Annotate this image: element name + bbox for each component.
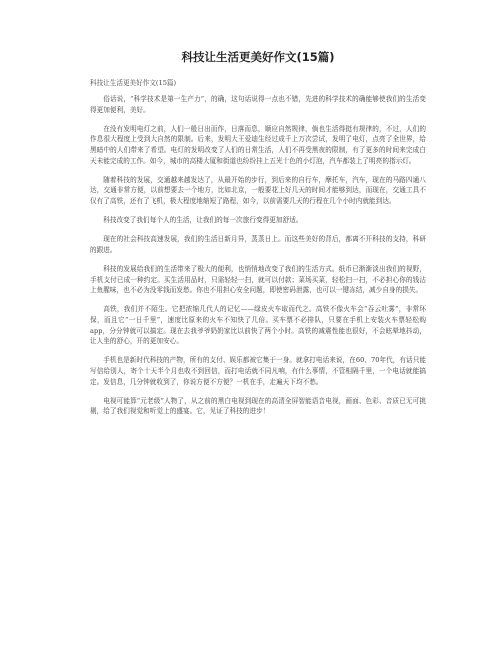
paragraph-8: 手机也是新时代科技的产物，所有的支付、娱乐都被它集于一身。就拿打电话来说，在60、70年代，有话只能写信给别人，寄个十天半个月也收不到回信，而打电话就不同凡响，有什么事情，不管相隔千里，一个电话就能搞定。发信息，几分钟就收到了，你说方便不方便？一机在手，走遍天下均不愁。 — [90, 356, 426, 386]
document-subtitle: 科技让生活更美好作文(15篇) — [90, 79, 177, 87]
paragraph-7: 高铁，我们并不陌生。它把浓缩几代人的记忆——绿皮火车取而代之。高铁不像火车会“吞云吐雾”，非常环保，而且它“一日千里”，速度比原来的火车不知快了几倍。买车票不必排队，只要在手机上安装火车票轻松购app，分分钟就可以搞定。现在去我爷爷奶奶家比以前快了两个小时。高铁的减震性能也很好，不会眩晕地抖动，让人坐的舒心，开的更加安心。 — [90, 305, 426, 346]
paragraph-4: 科技改变了我们每个人的生活，让我们的每一次旅行变得更加舒适。 — [103, 216, 303, 225]
paragraph-3: 随着科技的发展，交通越来越发达了，从最开始的步行，到后来的自行车，摩托车，汽车，现在的马路四通八达，交通非常方便，以前想要去一个地方，比如北京，一般要花上好几天的时间才能够到达，而现在，交通工具不仅有了高铁，还有了飞机，极大程度地缩短了路程，如今，以前需要几天的行程在几个小时内就能到达。 — [90, 175, 426, 205]
paragraph-6: 科技的发展给我们的生活带来了极大的便利，也悄悄地改变了我们的生活方式。纸币已渐渐淡出我们的视野，手机支付已成一种约定。买生活用品时，只需轻轻一扫，就可以付款；菜场买菜，轻松扫一扫，不必担心你的钱沾上鱼腥味，也不必为没零钱而发愁。你也不用担心安全问题，即使密码泄露，也可以一键冻结，减少自身的损失。 — [90, 265, 426, 295]
document-title: 科技让生活更美好作文(15篇) — [181, 50, 335, 64]
paragraph-1: 俗话说，“科学技术是第一生产力”，的确，这句话说得一点也不错，先进的科学技术的确能够使我们的生活变得更加便利，美好。 — [90, 95, 426, 114]
paragraph-5: 现在的社会科技高速发展，我们的生活日新月异，蒸蒸日上。而这些美好的背后，都离不开科技的支持，科研的跟进。 — [90, 235, 426, 254]
paragraph-9: 电视可能算“元老级”人物了，从之前的黑白电视到现在的高清全屏智能语音电视，画面、色彩、音质已无可挑剔，给了我们视觉和听觉上的盛宴。它，见证了科技的进步！ — [90, 396, 426, 416]
paragraph-2: 在没有发明电灯之前，人们一般日出而作，日落而息，顺应自然规律，倘也生活得挺有规律的，不过，人们的作息很大程度上受到大自然的限制。后来，发明大王爱迪生经过成千上万次尝试，发明了电灯，点亮了全世界，给黑暗中的人们带来了希望。电灯的发明改变了人们的日常生活，人们不再受黑夜的限制，有了更多的时间来完成白天未能完成的工作。如今，城市的高楼大厦和街道也纷纷挂上五光十色的小灯泡，汽车都装上了明亮的指示灯。 — [90, 124, 426, 165]
